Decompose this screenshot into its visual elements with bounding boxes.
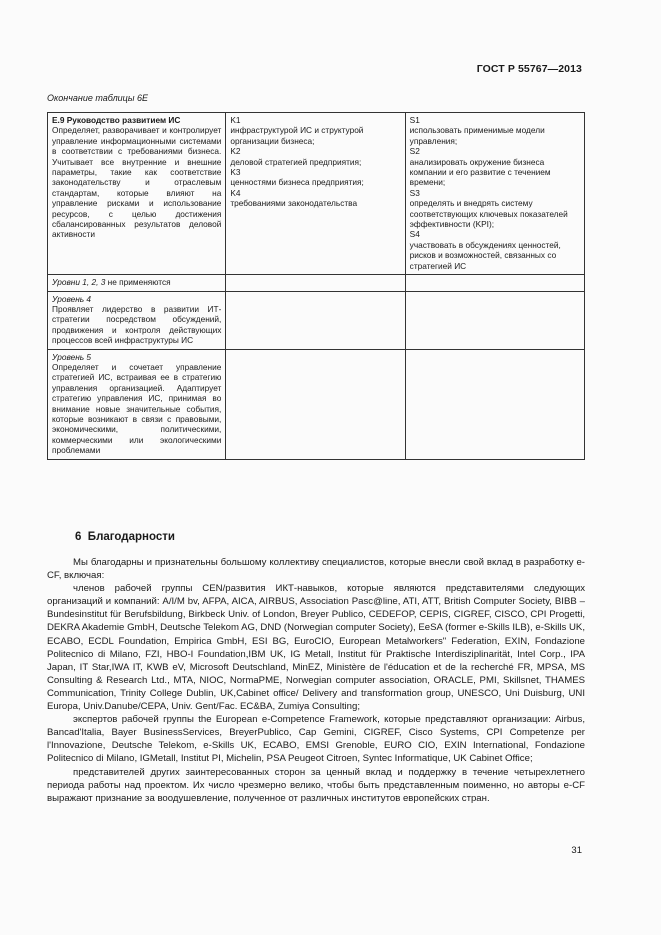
standard-code: ГОСТ Р 55767—2013 [476, 63, 582, 75]
section-heading [75, 531, 175, 543]
skills-line: использовать применимые модели управления; [409, 125, 545, 146]
paragraph: Мы благодарны и признательны большому коллективу специалистов, которые внесли свой вклад в разработку e-CF, включая: [47, 557, 585, 582]
skills-line: S1 [409, 115, 420, 125]
skills-line: участвовать в обсуждениях ценностей, рисков и возможностей, связанных со стратегией ИС [409, 239, 561, 271]
skills-line: S3 [409, 187, 420, 198]
level5-cell [48, 349, 226, 459]
level4-cell [48, 291, 226, 349]
competence-cell [48, 113, 226, 275]
table-row [48, 113, 585, 275]
competence-title: Е.9 Руководство развитием ИС [52, 115, 181, 125]
level5-text: Определяет и сочетает управление стратегией ИС, встраивая ее в стратегию управления организацией. Адаптирует стратегию управления ИС, принимая во внимание новые значительные события, которые возникают в связи с правовыми, экономическими, политическими, коммерческими или экологическими проблемами [52, 361, 222, 456]
skills-cell [405, 113, 584, 275]
competence-table [47, 112, 585, 460]
competence-description: Определяет, разворачивает и контролирует управление информационными системами в соответствии с требованиями бизнеса. Учитывает все внутренние и внешние параметры, такие как соответствие законодательству и отраслевым стандартам, которые влияют на управление рисками и использование ресурсов, с целью достижения сбалансированных результатов деловой активности [52, 125, 222, 240]
knowledge-line: требованиями законодательства [230, 198, 358, 209]
section-number: 6 [75, 531, 82, 543]
page-number: 31 [571, 845, 582, 856]
section-title: Благодарности [87, 531, 175, 543]
empty-cell [405, 291, 584, 349]
knowledge-line: K2 [230, 146, 241, 157]
table-row [48, 349, 585, 459]
levels-na-label: Уровни 1, 2, 3 [52, 277, 106, 288]
skills-line: S2 [409, 146, 420, 157]
empty-cell [226, 275, 405, 291]
levels-na-cell [48, 275, 226, 291]
level4-label: Уровень 4 [52, 293, 92, 304]
empty-cell [405, 349, 584, 459]
empty-cell [226, 349, 405, 459]
table-row [48, 275, 585, 291]
level5-label: Уровень 5 [52, 351, 92, 362]
skills-line: анализировать окружение бизнеса компании и его развитие с течением времени; [409, 156, 551, 188]
knowledge-line: K3 [230, 167, 241, 178]
knowledge-cell [226, 113, 405, 275]
empty-cell [405, 275, 584, 291]
paragraph: представителей других заинтересованных сторон за ценный вклад и поддержку в течение четырехлетнего периода работы над проектом. Их число чрезмерно велико, чтобы быть представленным поименно, но авторы e-CF выражают признание за воодушевление, полученное от различных институтов европейских стран. [47, 766, 585, 804]
levels-na-text: не применяются [105, 277, 171, 288]
skills-line: определять и внедрять систему соответствующих ключевых показателей эффективности (KPI); [409, 198, 568, 230]
knowledge-line: K1 [230, 115, 241, 125]
table-caption: Окончание таблицы 6Е [47, 93, 148, 103]
knowledge-line: ценностями бизнеса предприятия; [230, 177, 364, 188]
empty-cell [226, 291, 405, 349]
knowledge-line: K4 [230, 187, 241, 198]
paragraph: экспертов рабочей группы the European e-Competence Framework, которые представляют организации: Airbus, Bancad'Italia, Bayer BusinessServices, BreyerPublico, Cap Gemini, CIGREF, Cisco Systems, CPI Competenze per l'Innovazione, Deutsche Telekom, e-Skills UK, ECABO, EMSI Grenoble, EURO CIO, EXIN International, Fondazione Politecnico di Milano, IGMetall, Institut PI, Michelin, PSA Peugeot Citroen, Syntec Informatique, UK Cabinet Office; [47, 714, 585, 765]
table-row [48, 291, 585, 349]
skills-line: S4 [409, 229, 420, 240]
knowledge-line: инфраструктурой ИС и структурой организации бизнеса; [230, 125, 364, 146]
level4-text: Проявляет лидерство в развитии ИТ-стратегии посредством обсуждений, продвижения и контроля действующих процессов всей инфраструктуры ИС [52, 303, 222, 346]
paragraph: членов рабочей группы CEN/развития ИКТ-навыков, которые являются представителями следующих организаций и компаний: A/I/M bv, AFPA, AICA, AIRBUS, Association Pasc@line, ATI, ATT, British Computer Society, BIBB – Bundesinstitut für Berufsbildung, Birkbeck Univ. of London, Breyer Publico, CEDEFOP, CEPIS, CIGREF, CISCO, CPI Progetti, DEKRA Akademie GmbH, Deutsche Telekom AG, DND (Norwegian computer Society), EeSA (former e-Skills ILB), e-Skills UK, ECABO, ECDL Foundation, Empirica GmbH, ESI BG, EuroCIO, European Metalworkers" Federation, EXIN, Fondazione Politecnico di Milano, FZI, HBO-I Foundation,IBM UK, IG Metall, Institut für Praktische Interdisziplinarität, Intel Corp., IPA Japan, IT Star,IWA IT, KWB eV, Microsoft Deutschland, MinEZ, Ministère de l'éducation et de la recherché FR, MPSA, MS Consulting & Research Ltd., MTA, NIOC, NormaPME, Norwegian computer association, ORACLE, PMI, Skillsnet, THAMES Communication, Trinity College Dublin, UK,Cabinet office/ Delivery and transformation group, UNESCO, Uni Duisburg, UNI Europa, Univ.Danube/CEPA, Univ. Gent/Fac. EC&BA, Zumiya Consulting; [47, 583, 585, 713]
acknowledgements-text [47, 556, 585, 805]
knowledge-line: деловой стратегией предприятия; [230, 156, 362, 167]
